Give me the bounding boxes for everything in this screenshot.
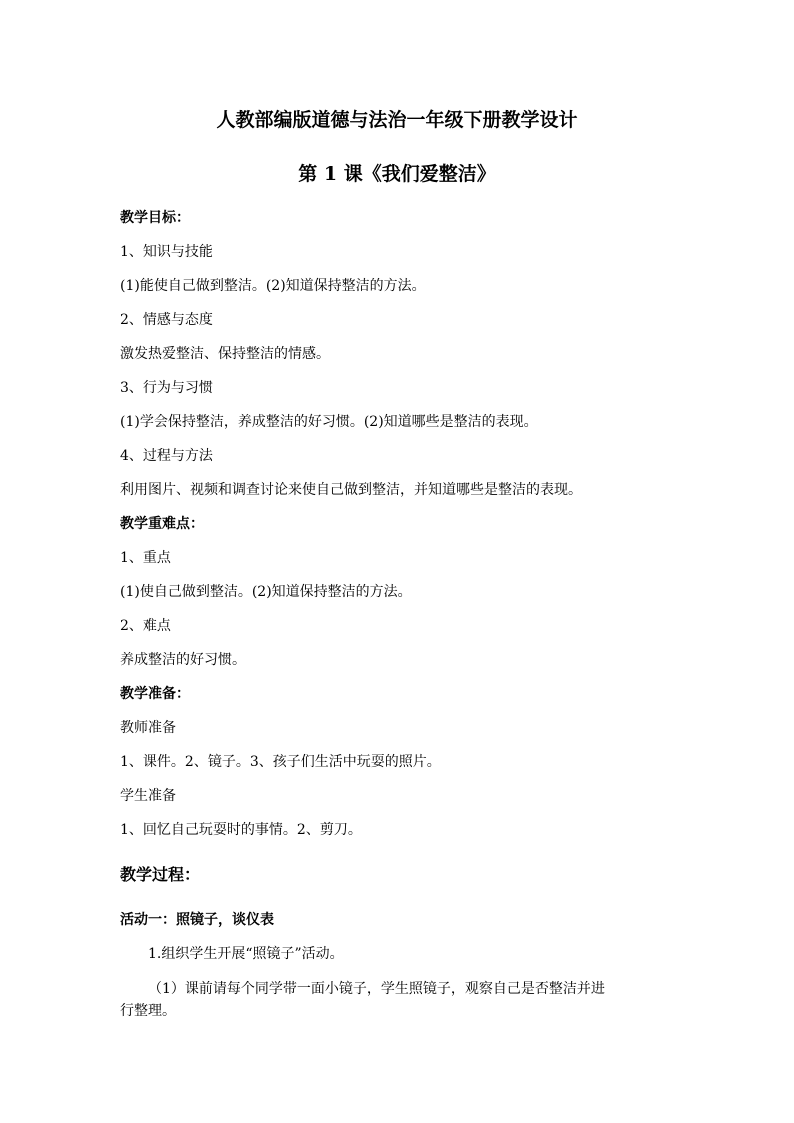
keypoints-heading: 教学重难点：	[120, 516, 204, 532]
prep-heading: 教学准备：	[120, 686, 190, 702]
goal3-text: (1)学会保持整洁，养成整洁的好习惯。(2)知道哪些是整洁的表现。	[120, 414, 538, 430]
activity1-heading: 活动一：照镜子，谈仪表	[120, 912, 274, 928]
key2-text: 养成整洁的好习惯。	[120, 652, 246, 668]
step1-sub-line1: （1）课前请每个同学带一面小镜子，学生照镜子，观察自己是否整洁并进	[148, 981, 605, 997]
key1-text: (1)使自己做到整洁。(2)知道保持整洁的方法。	[120, 584, 412, 600]
goal1-heading: 1、知识与技能	[120, 244, 213, 260]
lesson-title: 第 1 课《我们爱整洁》	[298, 163, 496, 185]
goal2-heading: 2、情感与态度	[120, 312, 213, 328]
step1-text: 1.组织学生开展“照镜子”活动。	[148, 946, 344, 962]
goal3-heading: 3、行为与习惯	[120, 380, 213, 396]
goal1-text: (1)能使自己做到整洁。(2)知道保持整洁的方法。	[120, 278, 426, 294]
process-heading: 教学过程：	[120, 865, 201, 884]
document-title: 人教部编版道德与法治一年级下册教学设计	[216, 109, 578, 131]
student-prep-heading: 学生准备	[120, 788, 176, 804]
step1-sub-line2: 行整理。	[120, 1003, 176, 1019]
goal4-heading: 4、过程与方法	[120, 448, 213, 464]
goal4-text: 利用图片、视频和调查讨论来使自己做到整洁，并知道哪些是整洁的表现。	[120, 482, 582, 498]
key1-heading: 1、重点	[120, 550, 171, 566]
teacher-prep-heading: 教师准备	[120, 720, 176, 736]
goals-heading: 教学目标：	[120, 210, 190, 226]
teacher-prep-text: 1、课件。2、镜子。3、孩子们生活中玩耍的照片。	[120, 754, 441, 770]
student-prep-text: 1、回忆自己玩耍时的事情。2、剪刀。	[120, 822, 362, 838]
key2-heading: 2、难点	[120, 618, 171, 634]
goal2-text: 激发热爱整洁、保持整洁的情感。	[120, 346, 330, 362]
